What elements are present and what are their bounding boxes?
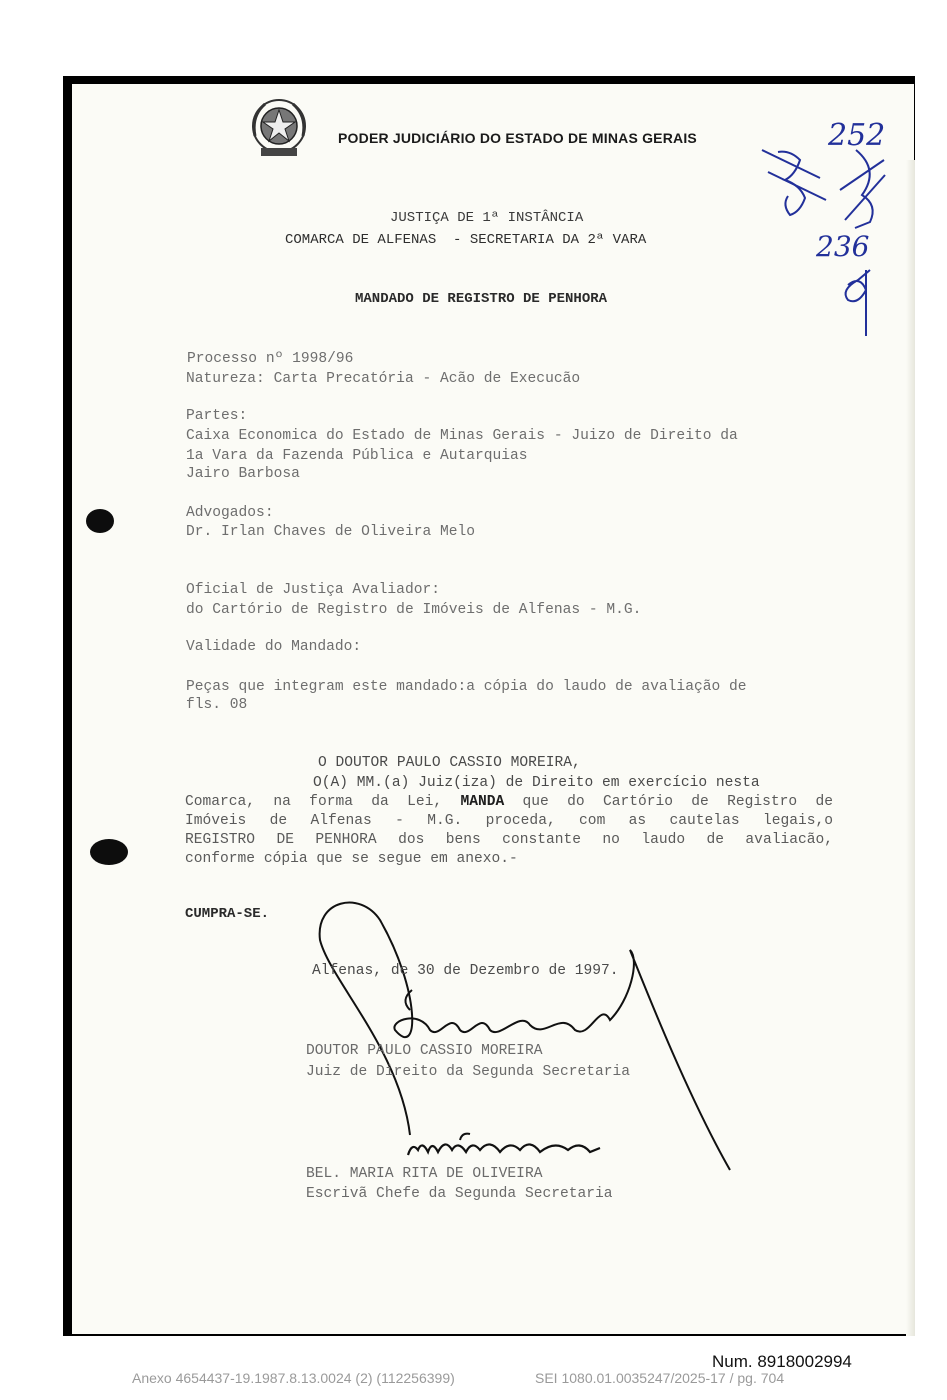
- order-line-4: Imóveis de Alfenas - M.G. proceda, com as cautelas legais,o: [185, 813, 833, 829]
- partes-line-2: 1a Vara da Fazenda Pública e Autarquias: [186, 448, 528, 464]
- partes-line-3: Jairo Barbosa: [186, 466, 300, 482]
- order-line-5: REGISTRO DE PENHORA dos bens constante no laudo de avaliacão,: [185, 832, 833, 848]
- cumpra-se: CUMPRA-SE.: [185, 906, 270, 922]
- document-number: Num. 8918002994: [712, 1352, 852, 1371]
- pecas-line-1: Peças que integram este mandado:a cópia do laudo de avaliação de: [186, 679, 747, 695]
- partes-label: Partes:: [186, 408, 248, 424]
- handwritten-page-number-mid: 236: [816, 230, 870, 263]
- annex-reference: Anexo 4654437-19.1987.8.13.0024 (2) (112256399): [132, 1370, 455, 1386]
- paper-edge: [906, 160, 915, 1336]
- advogados-line-1: Dr. Irlan Chaves de Oliveira Melo: [186, 524, 476, 540]
- document-title: MANDADO DE REGISTRO DE PENHORA: [355, 291, 608, 307]
- punch-hole: [86, 509, 114, 533]
- sei-reference: SEI 1080.01.0035247/2025-17 / pg. 704: [535, 1370, 785, 1386]
- coat-of-arms-logo: [247, 96, 311, 162]
- place-date: Alfenas, de 30 de Dezembro de 1997.: [312, 963, 619, 979]
- order-line-3: Comarca, na forma da Lei, MANDA que do Cartório de Registro de: [185, 794, 833, 810]
- judge-title: Juiz de Direito da Segunda Secretaria: [306, 1064, 631, 1080]
- partes-line-1: Caixa Economica do Estado de Minas Gerais - Juizo de Direito da: [186, 428, 738, 444]
- order-line-6: conforme cópia que se segue em anexo.-: [185, 851, 518, 867]
- oficial-line-1: do Cartório de Registro de Imóveis de Alfenas - M.G.: [186, 602, 642, 618]
- manda-word: MANDA: [460, 794, 505, 810]
- processo-line: Processo nº 1998/96: [187, 351, 354, 367]
- advogados-label: Advogados:: [186, 505, 274, 521]
- oficial-label: Oficial de Justiça Avaliador:: [186, 582, 440, 598]
- judge-name: DOUTOR PAULO CASSIO MOREIRA: [306, 1043, 543, 1059]
- order-line-2: O(A) MM.(a) Juiz(iza) de Direito em exercício nesta: [313, 775, 760, 791]
- pecas-line-2: fls. 08: [186, 697, 248, 713]
- handwritten-page-number-top: 252: [828, 118, 886, 153]
- court-line-2: COMARCA DE ALFENAS - SECRETARIA DA 2ª VARA: [285, 232, 647, 248]
- validade-label: Validade do Mandado:: [186, 639, 362, 655]
- order-line-1: O DOUTOR PAULO CASSIO MOREIRA,: [318, 755, 581, 771]
- clerk-name: BEL. MARIA RITA DE OLIVEIRA: [306, 1166, 543, 1182]
- natureza-line: Natureza: Carta Precatória - Acão de Execucão: [186, 371, 581, 387]
- institution-header: PODER JUDICIÁRIO DO ESTADO DE MINAS GERAIS: [338, 130, 697, 146]
- court-line-1: JUSTIÇA DE 1ª INSTÂNCIA: [390, 210, 584, 226]
- clerk-title: Escrivã Chefe da Segunda Secretaria: [306, 1186, 613, 1202]
- punch-hole: [90, 839, 128, 865]
